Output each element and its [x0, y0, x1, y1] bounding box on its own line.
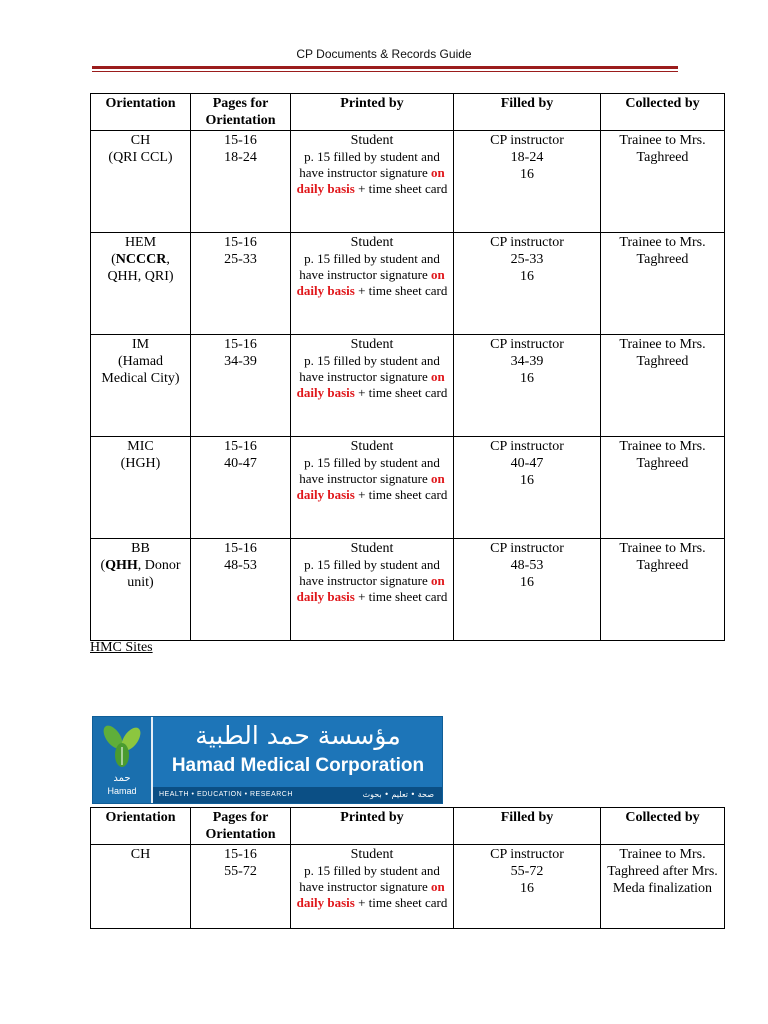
printed-by-title: Student: [350, 439, 394, 454]
filled-by-role: CP instructor: [490, 337, 564, 352]
printed-tail-text: + time sheet card: [354, 181, 448, 196]
pages-cell: [191, 845, 291, 929]
printed-by-note: [294, 149, 450, 197]
collected-by-cell: Trainee to Mrs. Taghreed: [601, 131, 725, 233]
printed-note-text: p. 15 filled by student and have instructor signature: [299, 863, 440, 894]
printed-note-text: p. 15 filled by student and have instructor signature: [299, 353, 440, 384]
orientation-site-bold: NCCCR: [115, 252, 167, 267]
printed-note-text: p. 15 filled by student and have instructor signature: [299, 455, 440, 486]
table-row: [91, 131, 725, 233]
table-header-row: [91, 94, 725, 131]
filled-by-pages: 34-39: [510, 354, 544, 369]
filled-by-role: CP instructor: [490, 133, 564, 148]
printed-by-title: Student: [350, 541, 394, 556]
printed-note-text: p. 15 filled by student and have instructor signature: [299, 149, 440, 180]
filled-by-page-16: 16: [520, 473, 534, 488]
hmc-sites-link[interactable]: HMC Sites: [90, 640, 153, 655]
pages-common: 15-16: [224, 847, 257, 862]
printed-by-cell: [291, 335, 454, 437]
daily-basis-highlight: on daily basis: [296, 573, 445, 604]
daily-basis-highlight: on daily basis: [296, 471, 445, 502]
col-header-orientation: Orientation: [91, 808, 191, 845]
table-row: [91, 845, 725, 929]
col-header-pages: Pages for Orientation: [191, 808, 291, 845]
printed-by-note: [294, 863, 450, 911]
col-header-orientation: Orientation: [91, 94, 191, 131]
orientation-cell: [91, 233, 191, 335]
printed-tail-text: + time sheet card: [354, 895, 448, 910]
pages-cell: [191, 335, 291, 437]
filled-by-pages: 55-72: [510, 864, 544, 879]
printed-tail-text: + time sheet card: [354, 283, 448, 298]
printed-by-cell: [291, 131, 454, 233]
orientation-site-text: (HGH): [120, 456, 161, 471]
printed-note-text: p. 15 filled by student and have instructor signature: [299, 557, 440, 588]
orientation-site-text: (Hamad Medical City): [101, 354, 180, 386]
printed-by-title: Student: [350, 847, 394, 862]
pages-cell: [191, 131, 291, 233]
filled-by-cell: [454, 539, 601, 641]
orientation-unit: BB: [131, 541, 150, 556]
orientation-site: [94, 455, 187, 472]
printed-by-cell: [291, 539, 454, 641]
printed-tail-text: + time sheet card: [354, 385, 448, 400]
collected-by-cell: Trainee to Mrs. Taghreed: [601, 233, 725, 335]
pages-cell: [191, 233, 291, 335]
printed-tail-text: + time sheet card: [354, 487, 448, 502]
orientation-unit: CH: [130, 133, 151, 148]
daily-basis-highlight: on daily basis: [296, 165, 445, 196]
printed-by-note: [294, 557, 450, 605]
pages-unit: 48-53: [224, 558, 257, 573]
collected-by-cell: Trainee to Mrs. Taghreed: [601, 335, 725, 437]
pages-common: 15-16: [224, 337, 257, 352]
filled-by-page-16: 16: [520, 167, 534, 182]
logo-mini-arabic: حمد: [113, 773, 131, 784]
filled-by-role: CP instructor: [490, 847, 564, 862]
printed-note-text: p. 15 filled by student and have instructor signature: [299, 251, 440, 282]
logo-arabic-name: مؤسسة حمد الطبية: [195, 721, 401, 750]
filled-by-pages: 40-47: [510, 456, 544, 471]
collected-by-cell: Trainee to Mrs. Taghreed after Mrs. Meda finalization: [601, 845, 725, 929]
logo-mini-english: Hamad: [107, 786, 137, 796]
col-header-pages: Pages for Orientation: [191, 94, 291, 131]
filled-by-role: CP instructor: [490, 439, 564, 454]
orientation-unit: IM: [131, 337, 150, 352]
document-header-title: CP Documents & Records Guide: [296, 47, 472, 61]
filled-by-pages: 48-53: [510, 558, 544, 573]
col-header-filled-by: Filled by: [454, 808, 601, 845]
table-header-row: [91, 808, 725, 845]
orientation-site-text: (QRI CCL): [108, 150, 173, 165]
leaf-emblem-panel: [93, 717, 153, 803]
pages-unit: 40-47: [224, 456, 257, 471]
col-header-collected-by: Collected by: [601, 808, 725, 845]
filled-by-cell: [454, 437, 601, 539]
filled-by-page-16: 16: [520, 575, 534, 590]
filled-by-pages: 18-24: [510, 150, 544, 165]
orientation-table-hmc: [90, 807, 725, 929]
table-row: [91, 437, 725, 539]
orientation-cell: [91, 335, 191, 437]
printed-by-cell: [291, 233, 454, 335]
header-rule-thick: [92, 66, 678, 69]
printed-by-note: [294, 455, 450, 503]
filled-by-cell: [454, 131, 601, 233]
col-header-filled-by: Filled by: [454, 94, 601, 131]
filled-by-role: CP instructor: [490, 235, 564, 250]
pages-unit: 18-24: [224, 150, 257, 165]
pages-common: 15-16: [224, 439, 257, 454]
orientation-cell: CH: [91, 845, 191, 929]
printed-by-note: [294, 353, 450, 401]
printed-by-title: Student: [350, 133, 394, 148]
logo-tagline-arabic: صحة • تعليم • بحوث: [362, 790, 434, 799]
printed-by-cell: [291, 845, 454, 929]
hmc-logo: [92, 716, 443, 804]
daily-basis-highlight: on daily basis: [296, 369, 445, 400]
pages-common: 15-16: [224, 541, 257, 556]
col-header-printed-by: Printed by: [291, 808, 454, 845]
orientation-table-main: [90, 93, 725, 641]
orientation-site: [94, 353, 187, 387]
orientation-cell: [91, 437, 191, 539]
daily-basis-highlight: on daily basis: [296, 879, 445, 910]
col-header-printed-by: Printed by: [291, 94, 454, 131]
collected-by-cell: Trainee to Mrs. Taghreed: [601, 539, 725, 641]
logo-tagline: HEALTH • EDUCATION • RESEARCH: [159, 791, 293, 798]
table-row: [91, 335, 725, 437]
pages-cell: [191, 539, 291, 641]
orientation-cell: [91, 539, 191, 641]
printed-by-title: Student: [350, 337, 394, 352]
orientation-site: (NCCCR, QHH, QRI): [107, 252, 174, 284]
orientation-site: [94, 149, 187, 166]
col-header-collected-by: Collected by: [601, 94, 725, 131]
filled-by-cell: [454, 845, 601, 929]
filled-by-page-16: 16: [520, 881, 534, 896]
pages-unit: 34-39: [224, 354, 257, 369]
pages-cell: [191, 437, 291, 539]
orientation-unit: HEM: [124, 235, 157, 250]
pages-common: 15-16: [224, 133, 257, 148]
filled-by-pages: 25-33: [510, 252, 544, 267]
table-row: [91, 539, 725, 641]
orientation-site-bold: QHH: [105, 558, 138, 573]
filled-by-page-16: 16: [520, 371, 534, 386]
printed-by-title: Student: [350, 235, 394, 250]
leaf-icon: [93, 717, 151, 775]
daily-basis-highlight: on daily basis: [296, 267, 445, 298]
header-rule-thin: [92, 71, 678, 72]
printed-by-note: [294, 251, 450, 299]
orientation-unit: MIC: [127, 439, 154, 454]
filled-by-page-16: 16: [520, 269, 534, 284]
pages-unit: 55-72: [224, 864, 257, 879]
table-row: [91, 233, 725, 335]
orientation-cell: [91, 131, 191, 233]
filled-by-cell: [454, 335, 601, 437]
orientation-site-text: , QHH, QRI): [107, 252, 174, 284]
filled-by-role: CP instructor: [490, 541, 564, 556]
collected-by-cell: Trainee to Mrs. Taghreed: [601, 437, 725, 539]
orientation-site: (QHH, Donor unit): [100, 558, 181, 590]
pages-common: 15-16: [224, 235, 257, 250]
printed-by-cell: [291, 437, 454, 539]
pages-unit: 25-33: [224, 252, 257, 267]
printed-tail-text: + time sheet card: [354, 589, 448, 604]
filled-by-cell: [454, 233, 601, 335]
logo-english-name: Hamad Medical Corporation: [171, 755, 425, 776]
orientation-site-text: , Donor unit): [127, 558, 181, 590]
